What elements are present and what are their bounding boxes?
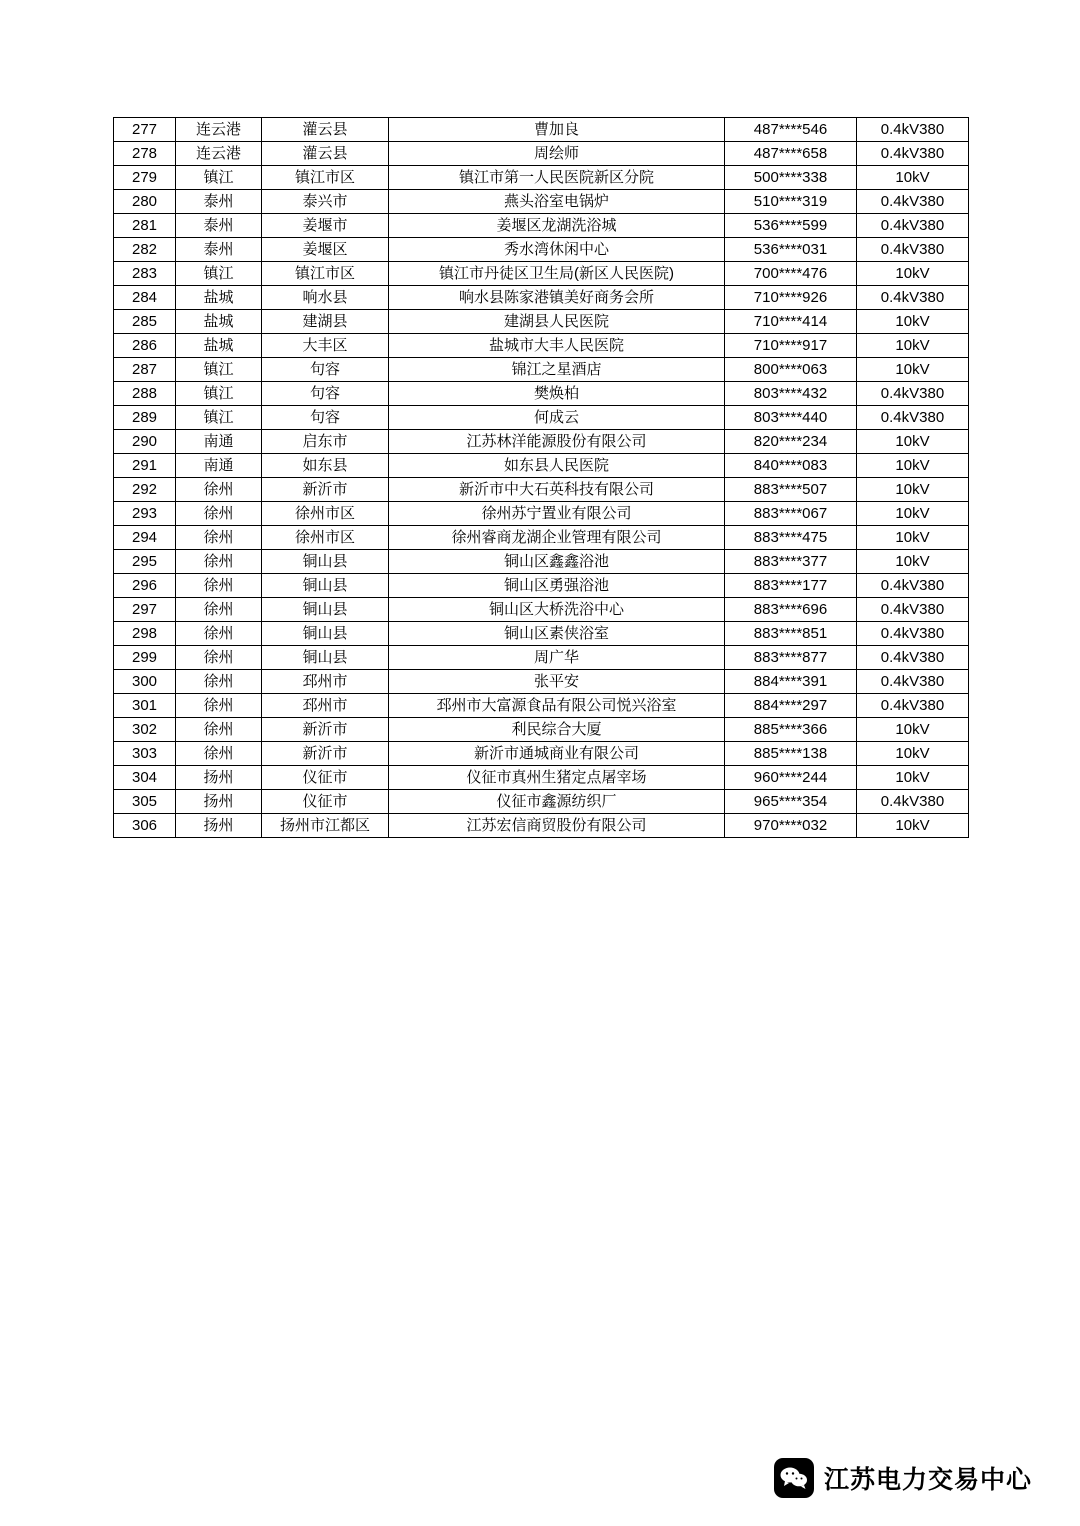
cell-area: 句容 — [262, 406, 389, 430]
cell-phone: 883****067 — [725, 502, 857, 526]
cell-index: 285 — [114, 310, 176, 334]
cell-name: 燕头浴室电锅炉 — [389, 190, 725, 214]
cell-city: 盐城 — [176, 286, 262, 310]
cell-city: 徐州 — [176, 646, 262, 670]
cell-phone: 710****926 — [725, 286, 857, 310]
cell-phone: 883****877 — [725, 646, 857, 670]
cell-area: 铜山县 — [262, 646, 389, 670]
cell-index: 292 — [114, 478, 176, 502]
cell-phone: 885****366 — [725, 718, 857, 742]
cell-voltage: 0.4kV380 — [857, 646, 969, 670]
table-row — [114, 478, 969, 502]
cell-city: 盐城 — [176, 310, 262, 334]
table-row — [114, 550, 969, 574]
table-row — [114, 766, 969, 790]
cell-city: 镇江 — [176, 166, 262, 190]
cell-city: 镇江 — [176, 406, 262, 430]
cell-area: 镇江市区 — [262, 262, 389, 286]
table-row — [114, 358, 969, 382]
cell-phone: 800****063 — [725, 358, 857, 382]
cell-index: 304 — [114, 766, 176, 790]
cell-voltage: 0.4kV380 — [857, 670, 969, 694]
cell-phone: 883****377 — [725, 550, 857, 574]
cell-city: 徐州 — [176, 694, 262, 718]
cell-index: 279 — [114, 166, 176, 190]
cell-index: 277 — [114, 118, 176, 142]
cell-phone: 840****083 — [725, 454, 857, 478]
cell-name: 江苏宏信商贸股份有限公司 — [389, 814, 725, 838]
cell-city: 徐州 — [176, 502, 262, 526]
table-row — [114, 382, 969, 406]
footer-brand — [774, 1458, 1032, 1498]
cell-voltage: 10kV — [857, 550, 969, 574]
table-row — [114, 238, 969, 262]
cell-name: 何成云 — [389, 406, 725, 430]
cell-phone: 536****031 — [725, 238, 857, 262]
cell-area: 新沂市 — [262, 742, 389, 766]
cell-index: 281 — [114, 214, 176, 238]
cell-voltage: 0.4kV380 — [857, 406, 969, 430]
cell-phone: 536****599 — [725, 214, 857, 238]
cell-phone: 883****507 — [725, 478, 857, 502]
cell-area: 句容 — [262, 358, 389, 382]
cell-area: 启东市 — [262, 430, 389, 454]
cell-city: 徐州 — [176, 598, 262, 622]
cell-city: 徐州 — [176, 718, 262, 742]
cell-phone: 884****297 — [725, 694, 857, 718]
cell-voltage: 10kV — [857, 478, 969, 502]
cell-phone: 883****696 — [725, 598, 857, 622]
cell-city: 盐城 — [176, 334, 262, 358]
cell-index: 295 — [114, 550, 176, 574]
table-row — [114, 118, 969, 142]
cell-city: 连云港 — [176, 118, 262, 142]
cell-name: 镇江市第一人民医院新区分院 — [389, 166, 725, 190]
cell-name: 姜堰区龙湖洗浴城 — [389, 214, 725, 238]
cell-index: 283 — [114, 262, 176, 286]
cell-city: 镇江 — [176, 382, 262, 406]
cell-phone: 885****138 — [725, 742, 857, 766]
cell-area: 姜堰区 — [262, 238, 389, 262]
table-row — [114, 502, 969, 526]
cell-name: 樊焕柏 — [389, 382, 725, 406]
cell-phone: 883****851 — [725, 622, 857, 646]
cell-voltage: 0.4kV380 — [857, 382, 969, 406]
cell-voltage: 10kV — [857, 718, 969, 742]
cell-phone: 820****234 — [725, 430, 857, 454]
table-row — [114, 814, 969, 838]
cell-index: 286 — [114, 334, 176, 358]
cell-phone: 884****391 — [725, 670, 857, 694]
cell-index: 298 — [114, 622, 176, 646]
cell-index: 282 — [114, 238, 176, 262]
cell-index: 291 — [114, 454, 176, 478]
cell-phone: 487****658 — [725, 142, 857, 166]
cell-city: 扬州 — [176, 766, 262, 790]
cell-area: 大丰区 — [262, 334, 389, 358]
cell-city: 南通 — [176, 430, 262, 454]
cell-area: 句容 — [262, 382, 389, 406]
user-list-table — [113, 117, 969, 838]
cell-area: 铜山县 — [262, 622, 389, 646]
table-row — [114, 406, 969, 430]
cell-name: 曹加良 — [389, 118, 725, 142]
cell-index: 293 — [114, 502, 176, 526]
cell-area: 铜山县 — [262, 574, 389, 598]
cell-name: 仪征市真州生猪定点屠宰场 — [389, 766, 725, 790]
cell-phone: 500****338 — [725, 166, 857, 190]
cell-phone: 710****414 — [725, 310, 857, 334]
cell-name: 徐州睿商龙湖企业管理有限公司 — [389, 526, 725, 550]
table-row — [114, 262, 969, 286]
cell-index: 290 — [114, 430, 176, 454]
cell-index: 302 — [114, 718, 176, 742]
cell-area: 灌云县 — [262, 118, 389, 142]
cell-index: 288 — [114, 382, 176, 406]
table-row — [114, 430, 969, 454]
cell-index: 300 — [114, 670, 176, 694]
cell-phone: 510****319 — [725, 190, 857, 214]
cell-city: 泰州 — [176, 190, 262, 214]
cell-voltage: 0.4kV380 — [857, 622, 969, 646]
cell-phone: 883****177 — [725, 574, 857, 598]
table-row — [114, 190, 969, 214]
cell-voltage: 0.4kV380 — [857, 598, 969, 622]
cell-area: 仪征市 — [262, 790, 389, 814]
cell-city: 徐州 — [176, 526, 262, 550]
cell-area: 邳州市 — [262, 670, 389, 694]
cell-voltage: 0.4kV380 — [857, 694, 969, 718]
table-row — [114, 598, 969, 622]
cell-phone: 700****476 — [725, 262, 857, 286]
table-row — [114, 166, 969, 190]
cell-phone: 970****032 — [725, 814, 857, 838]
cell-city: 徐州 — [176, 742, 262, 766]
cell-name: 新沂市通城商业有限公司 — [389, 742, 725, 766]
cell-voltage: 0.4kV380 — [857, 238, 969, 262]
cell-index: 299 — [114, 646, 176, 670]
cell-area: 如东县 — [262, 454, 389, 478]
cell-area: 徐州市区 — [262, 526, 389, 550]
table-row — [114, 742, 969, 766]
cell-phone: 883****475 — [725, 526, 857, 550]
cell-city: 扬州 — [176, 790, 262, 814]
cell-index: 294 — [114, 526, 176, 550]
cell-index: 303 — [114, 742, 176, 766]
cell-phone: 960****244 — [725, 766, 857, 790]
cell-voltage: 10kV — [857, 358, 969, 382]
cell-area: 铜山县 — [262, 598, 389, 622]
cell-city: 徐州 — [176, 670, 262, 694]
cell-name: 铜山区大桥洗浴中心 — [389, 598, 725, 622]
cell-name: 利民综合大厦 — [389, 718, 725, 742]
cell-voltage: 0.4kV380 — [857, 214, 969, 238]
cell-voltage: 0.4kV380 — [857, 118, 969, 142]
cell-index: 289 — [114, 406, 176, 430]
cell-name: 锦江之星酒店 — [389, 358, 725, 382]
cell-name: 秀水湾休闲中心 — [389, 238, 725, 262]
cell-phone: 803****432 — [725, 382, 857, 406]
data-table-container — [113, 117, 968, 838]
table-row — [114, 670, 969, 694]
cell-city: 徐州 — [176, 622, 262, 646]
cell-voltage: 10kV — [857, 766, 969, 790]
cell-name: 张平安 — [389, 670, 725, 694]
cell-name: 如东县人民医院 — [389, 454, 725, 478]
table-row — [114, 790, 969, 814]
cell-index: 306 — [114, 814, 176, 838]
cell-name: 新沂市中大石英科技有限公司 — [389, 478, 725, 502]
cell-area: 泰兴市 — [262, 190, 389, 214]
table-row — [114, 694, 969, 718]
cell-voltage: 10kV — [857, 526, 969, 550]
cell-voltage: 10kV — [857, 262, 969, 286]
cell-index: 296 — [114, 574, 176, 598]
cell-area: 镇江市区 — [262, 166, 389, 190]
cell-index: 297 — [114, 598, 176, 622]
table-row — [114, 526, 969, 550]
cell-name: 铜山区鑫鑫浴池 — [389, 550, 725, 574]
table-row — [114, 214, 969, 238]
cell-name: 周绘师 — [389, 142, 725, 166]
cell-name: 江苏林洋能源股份有限公司 — [389, 430, 725, 454]
cell-city: 南通 — [176, 454, 262, 478]
cell-area: 扬州市江都区 — [262, 814, 389, 838]
cell-voltage: 10kV — [857, 166, 969, 190]
cell-name: 邳州市大富源食品有限公司悦兴浴室 — [389, 694, 725, 718]
cell-voltage: 10kV — [857, 502, 969, 526]
cell-index: 278 — [114, 142, 176, 166]
cell-city: 徐州 — [176, 478, 262, 502]
cell-voltage: 0.4kV380 — [857, 574, 969, 598]
cell-index: 284 — [114, 286, 176, 310]
cell-voltage: 10kV — [857, 742, 969, 766]
cell-index: 305 — [114, 790, 176, 814]
table-row — [114, 454, 969, 478]
cell-phone: 803****440 — [725, 406, 857, 430]
cell-area: 灌云县 — [262, 142, 389, 166]
cell-phone: 710****917 — [725, 334, 857, 358]
cell-voltage: 0.4kV380 — [857, 190, 969, 214]
cell-city: 泰州 — [176, 238, 262, 262]
cell-voltage: 10kV — [857, 814, 969, 838]
cell-index: 280 — [114, 190, 176, 214]
cell-name: 周广华 — [389, 646, 725, 670]
cell-city: 徐州 — [176, 574, 262, 598]
cell-phone: 965****354 — [725, 790, 857, 814]
brand-name: 江苏电力交易中心 — [823, 1466, 1032, 1494]
table-row — [114, 334, 969, 358]
table-row — [114, 574, 969, 598]
table-row — [114, 310, 969, 334]
cell-voltage: 0.4kV380 — [857, 790, 969, 814]
cell-area: 建湖县 — [262, 310, 389, 334]
cell-area: 邳州市 — [262, 694, 389, 718]
cell-area: 响水县 — [262, 286, 389, 310]
cell-name: 铜山区素侠浴室 — [389, 622, 725, 646]
cell-voltage: 0.4kV380 — [857, 142, 969, 166]
cell-voltage: 10kV — [857, 430, 969, 454]
table-row — [114, 646, 969, 670]
cell-phone: 487****546 — [725, 118, 857, 142]
cell-index: 287 — [114, 358, 176, 382]
cell-area: 姜堰市 — [262, 214, 389, 238]
cell-name: 仪征市鑫源纺织厂 — [389, 790, 725, 814]
cell-name: 响水县陈家港镇美好商务会所 — [389, 286, 725, 310]
cell-name: 徐州苏宁置业有限公司 — [389, 502, 725, 526]
cell-voltage: 10kV — [857, 334, 969, 358]
cell-city: 镇江 — [176, 358, 262, 382]
cell-city: 扬州 — [176, 814, 262, 838]
cell-area: 铜山县 — [262, 550, 389, 574]
cell-city: 镇江 — [176, 262, 262, 286]
cell-city: 泰州 — [176, 214, 262, 238]
table-row — [114, 142, 969, 166]
cell-name: 盐城市大丰人民医院 — [389, 334, 725, 358]
cell-area: 徐州市区 — [262, 502, 389, 526]
table-row — [114, 286, 969, 310]
cell-index: 301 — [114, 694, 176, 718]
table-body — [114, 118, 969, 838]
table-row — [114, 718, 969, 742]
cell-area: 新沂市 — [262, 478, 389, 502]
wechat-icon — [774, 1458, 814, 1498]
cell-voltage: 0.4kV380 — [857, 286, 969, 310]
cell-name: 镇江市丹徒区卫生局(新区人民医院) — [389, 262, 725, 286]
cell-city: 徐州 — [176, 550, 262, 574]
cell-voltage: 10kV — [857, 454, 969, 478]
table-row — [114, 622, 969, 646]
cell-area: 仪征市 — [262, 766, 389, 790]
cell-name: 建湖县人民医院 — [389, 310, 725, 334]
cell-city: 连云港 — [176, 142, 262, 166]
cell-voltage: 10kV — [857, 310, 969, 334]
cell-area: 新沂市 — [262, 718, 389, 742]
cell-name: 铜山区勇强浴池 — [389, 574, 725, 598]
